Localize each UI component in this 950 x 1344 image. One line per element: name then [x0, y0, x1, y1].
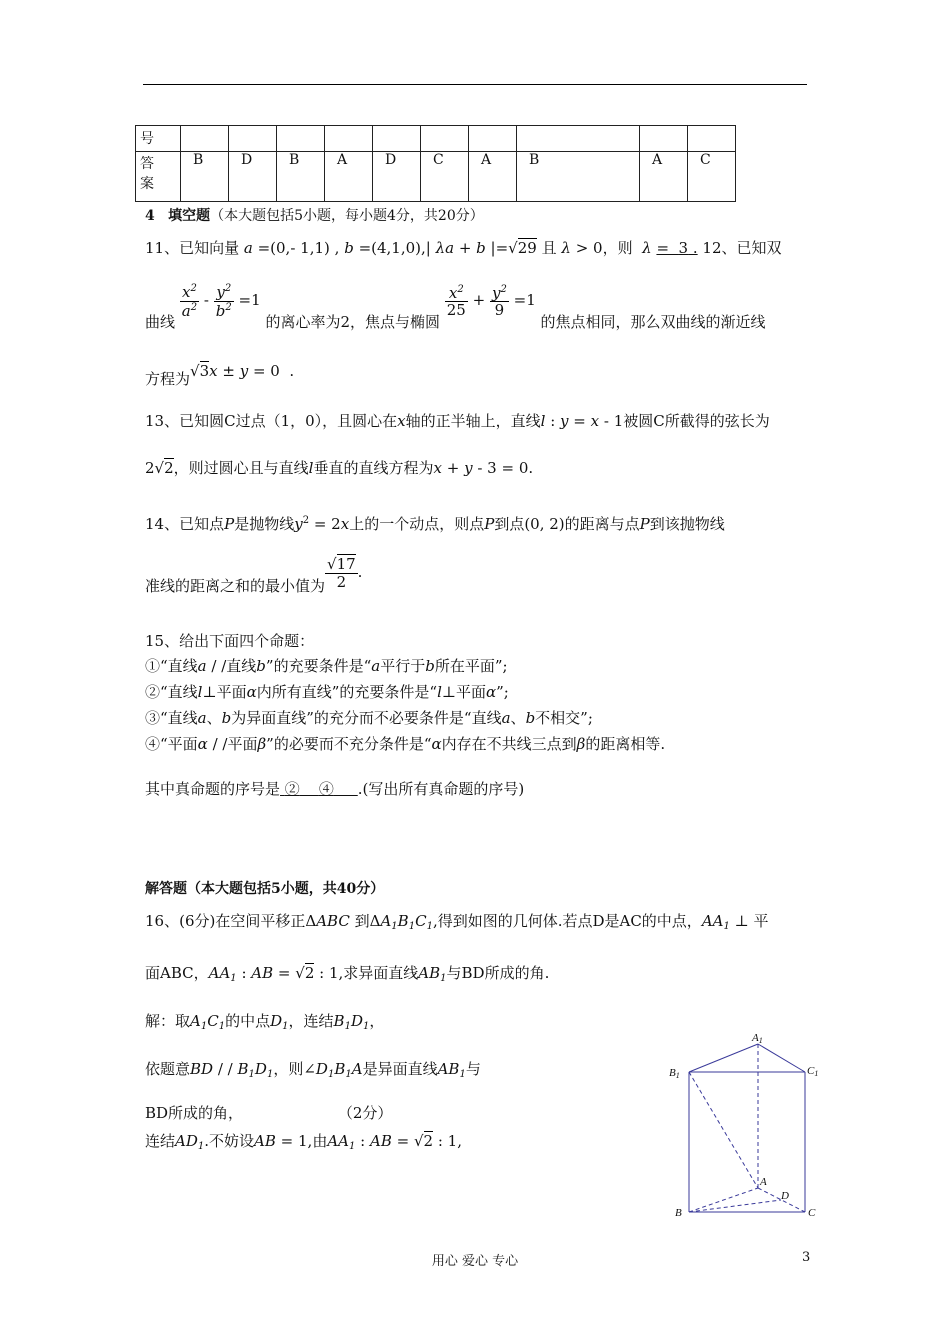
p2-text: ⊥平面: [202, 683, 247, 701]
q15-answer-1: ②: [284, 780, 300, 798]
answer-cell: D: [229, 152, 277, 202]
p4-text: 平面: [227, 735, 258, 753]
math: $AD_1$: [175, 1132, 205, 1152]
sol-text: ，则: [273, 1060, 304, 1078]
q15-answer-2: ④: [318, 780, 334, 798]
math: x + y - 3 = 0.: [433, 459, 534, 477]
math: b: [425, 657, 435, 675]
table-cell: [469, 126, 517, 152]
answer-cell: B: [277, 152, 325, 202]
math: $\frac{√17}{2}$: [327, 555, 356, 591]
math: $B_1D_1$: [333, 1012, 370, 1032]
q12-ans-pre: 方程为: [145, 370, 191, 388]
q11-mid: 且: [541, 239, 557, 257]
solution-line-1: 解：取$A_1C_1$的中点$D_1$，连结$B_1D_1$，: [145, 1012, 385, 1032]
p4-text: 的距离相等.: [585, 735, 666, 753]
p1-text: 直线: [226, 657, 257, 675]
question-15-answer: [145, 778, 524, 799]
section-desc: （本大题包括5小题，每小题4分，共20分）: [210, 208, 484, 224]
math: a =(0,- 1,1): [243, 239, 330, 257]
q14-b: 是抛物线: [234, 515, 295, 533]
math: $AB_1$: [418, 964, 447, 984]
math: λ > 0: [561, 239, 603, 257]
math: $\angle D_1B_1A$: [303, 1060, 363, 1080]
p2-text: ⊥平面: [441, 683, 486, 701]
math: α / /: [197, 735, 228, 753]
table-cell: [421, 126, 469, 152]
math: (0, 2): [524, 515, 565, 533]
math: $\frac{x^2}{25}$: [446, 283, 466, 319]
edge-B1A1: [689, 1044, 758, 1072]
section-number: 4: [145, 208, 155, 224]
label-A: A: [760, 1176, 767, 1188]
answer-cell: A: [640, 152, 688, 202]
proposition-2: [145, 681, 509, 702]
math: $\frac{x^2}{a^2}$: [181, 283, 198, 320]
p1-text: 所在平面”;: [434, 657, 508, 675]
section5-heading: 解答题（本大题包括5小题，共40分）: [145, 881, 385, 897]
math: b: [525, 709, 536, 727]
label-B: B: [675, 1207, 682, 1219]
sol-text: 依题意: [145, 1060, 191, 1078]
math: b: [221, 709, 232, 727]
table-cell: [325, 126, 373, 152]
q11-then: ，则: [602, 239, 633, 257]
score: （2分）: [337, 1104, 393, 1122]
label-D: D: [781, 1190, 789, 1202]
math: a: [501, 709, 511, 727]
solution-line-3: [145, 1102, 392, 1123]
solution-line-4: [145, 1130, 462, 1152]
answer-cell: C: [421, 152, 469, 202]
q16-f: 求异面直线: [343, 964, 419, 982]
question-11: 11、已知向量 a =(0,- 1,1) , b =(4,1,0),| λa + b |=√29 且 λ > 0，则 λ = 3 . 12、已知双: [145, 239, 782, 257]
math: α: [431, 735, 442, 753]
math: b =(4,1,0),| λa + b |=√29: [344, 239, 537, 257]
math: +: [472, 291, 486, 309]
math: $AA_1$ ⊥: [701, 912, 749, 932]
q13-b: 轴的正半轴上，直线: [405, 412, 541, 430]
q15-answer-lead: 其中真命题的序号是: [145, 780, 281, 798]
p3-text: 、: [206, 709, 222, 727]
row-label-answer: 答 案: [136, 152, 181, 202]
q13-d: ，则过圆心且与直线: [173, 459, 309, 477]
q12-mid1: 的离心率为2，焦点与椭圆: [265, 313, 440, 331]
math: β: [257, 735, 267, 753]
table-row: [136, 152, 736, 202]
q15-tail: .(写出所有真命题的序号): [357, 780, 525, 798]
label-C1: C1: [807, 1065, 819, 1078]
math: √3x ± y = 0: [190, 362, 280, 380]
sol-text: 是异面直线: [362, 1060, 438, 1078]
header-rule: [143, 84, 807, 85]
p1-text: ①“直线: [145, 657, 198, 675]
q16-c: ,得到如图的几何体.若点D是AC的中点，: [432, 912, 702, 930]
sol-text: 与: [465, 1060, 481, 1078]
answer-cell: B: [181, 152, 229, 202]
math: $\Delta A_1B_1C_1$: [369, 912, 433, 932]
math: -: [203, 291, 209, 309]
p4-text: ④“平面: [145, 735, 198, 753]
q14-f: 到该抛物线: [649, 515, 725, 533]
math: ΔABC: [305, 912, 350, 930]
p4-text: ”的必要而不充分条件是“: [266, 735, 432, 753]
question-16-line2: [145, 962, 549, 984]
q12-pre: 曲线: [145, 313, 176, 331]
math: P: [484, 515, 495, 533]
q13-e: 垂直的直线方程为: [313, 459, 434, 477]
q14-d: 到点: [494, 515, 525, 533]
math: BD / / $B_1D_1$: [190, 1060, 274, 1080]
page-number: 3: [802, 1250, 811, 1265]
math: λ: [642, 239, 652, 257]
q14-a: 14、已知点: [145, 515, 225, 533]
q11-answer-value: 3: [678, 239, 689, 257]
question-13: [145, 410, 770, 431]
section4-heading: [145, 205, 484, 225]
proposition-1: [145, 655, 508, 676]
answer-cell: D: [373, 152, 421, 202]
table-cell: [229, 126, 277, 152]
math: $\frac{y^2}{9}$: [492, 283, 507, 319]
p3-text: 不相交”;: [535, 709, 593, 727]
math: AB = 1,: [254, 1132, 313, 1150]
math: $A_1C_1$: [190, 1012, 226, 1032]
q12-mid2: 的焦点相同，那么双曲线的渐近线: [540, 313, 766, 331]
table-cell: [373, 126, 421, 152]
label-A1: A1: [752, 1032, 763, 1045]
q13-a: 13、已知圆C过点（1，0），且圆心在: [145, 412, 398, 430]
edge-B1A: [689, 1072, 758, 1188]
answer-cell: B: [517, 152, 640, 202]
q16-e: 面ABC，: [145, 964, 209, 982]
q15-answer-blank: [280, 780, 358, 798]
math: $D_1$: [270, 1012, 289, 1032]
sol-text: 解：取: [145, 1012, 191, 1030]
solution-line-2: [145, 1058, 481, 1080]
question-14-line2: 准线的距离之和的最小值为 $\frac{√17}{2}$ .: [145, 555, 363, 595]
p2-text: 内所有直线”的充要条件是“: [256, 683, 438, 701]
question-15-title: 15、给出下面四个命题：: [145, 632, 315, 650]
edge-A1C1: [758, 1044, 805, 1072]
label-C: C: [808, 1207, 816, 1219]
math: b: [256, 657, 266, 675]
question-13-line2: [145, 457, 533, 478]
p3-text: 、: [510, 709, 526, 727]
math: $\frac{y^2}{b^2}$: [215, 283, 232, 320]
prism-figure: [665, 1030, 825, 1225]
p2-text: ”;: [496, 683, 509, 701]
q16-d: 平: [753, 912, 769, 930]
q14-e: 的距离与点: [564, 515, 640, 533]
table-cell: [277, 126, 325, 152]
math: P: [224, 515, 235, 533]
proposition-3: [145, 707, 593, 728]
math: a / /: [197, 657, 227, 675]
answer-cell: C: [688, 152, 736, 202]
sol-text: 连结: [145, 1132, 176, 1150]
q14-c: 上的一个动点，则点: [349, 515, 485, 533]
math: a: [371, 657, 381, 675]
q14-line2: 准线的距离之和的最小值为: [145, 577, 326, 595]
question-16: [145, 910, 769, 932]
math: P: [639, 515, 650, 533]
table-row: [136, 126, 736, 152]
sol-text: ，连结: [288, 1012, 334, 1030]
sol-text: 由: [312, 1132, 328, 1150]
edge-BA: [689, 1188, 758, 1212]
answer-cell: A: [469, 152, 517, 202]
math: α: [486, 683, 497, 701]
sol-text: 的中点: [225, 1012, 271, 1030]
table-cell: [517, 126, 640, 152]
q16-a: 16、(6分)在空间平移正: [145, 912, 306, 930]
math: l : y = x - 1: [540, 412, 624, 430]
question-12-answer: 方程为√3x ± y = 0 .: [145, 362, 295, 388]
math: l: [437, 683, 442, 701]
edge-BD: [689, 1200, 781, 1212]
q16-b: 到: [354, 912, 370, 930]
answer-table: [135, 125, 736, 202]
sol-text: .不妨设: [204, 1132, 255, 1150]
p1-text: 平行于: [380, 657, 426, 675]
label-B1: B1: [669, 1067, 680, 1080]
q11-next: 12、已知双: [702, 239, 782, 257]
math: =1: [238, 291, 261, 309]
math: $AB_1$: [437, 1060, 466, 1080]
sol-text: BD所成的角，: [145, 1104, 244, 1122]
math: $y^2 = 2x$: [294, 515, 350, 533]
math: β: [576, 735, 586, 753]
q11-lead: 11、已知向量: [145, 239, 240, 257]
table-cell: [181, 126, 229, 152]
question-14: [145, 513, 725, 534]
math: 2√2: [145, 459, 174, 477]
math: a: [197, 709, 207, 727]
q11-answer: = 3 .: [656, 239, 698, 257]
q13-c: 被圆C所截得的弦长为: [623, 412, 770, 430]
p1-text: ”的充要条件是“: [265, 657, 372, 675]
math: $AA_1$ : AB = √2 : 1,: [327, 1132, 462, 1152]
table-cell: [640, 126, 688, 152]
row-label-number: 号: [136, 126, 181, 152]
section-title: 填空题: [168, 208, 211, 224]
table-cell: [688, 126, 736, 152]
math: x: [397, 412, 406, 430]
math: $AA_1$ : AB = √2 : 1,: [208, 964, 344, 984]
answer-cell: A: [325, 152, 373, 202]
math: l: [308, 459, 314, 477]
p2-text: ②“直线: [145, 683, 198, 701]
math: α: [246, 683, 257, 701]
question-12: [145, 283, 766, 331]
page-footer: 用心 爱心 专心: [431, 1254, 519, 1269]
p4-text: 内存在不共线三点到: [441, 735, 577, 753]
proposition-4: [145, 733, 665, 754]
q16-g: 与BD所成的角.: [446, 964, 550, 982]
p3-text: ③“直线: [145, 709, 198, 727]
math: =1: [513, 291, 536, 309]
math: l: [197, 683, 203, 701]
p3-text: 为异面直线”的充分而不必要条件是“直线: [231, 709, 502, 727]
